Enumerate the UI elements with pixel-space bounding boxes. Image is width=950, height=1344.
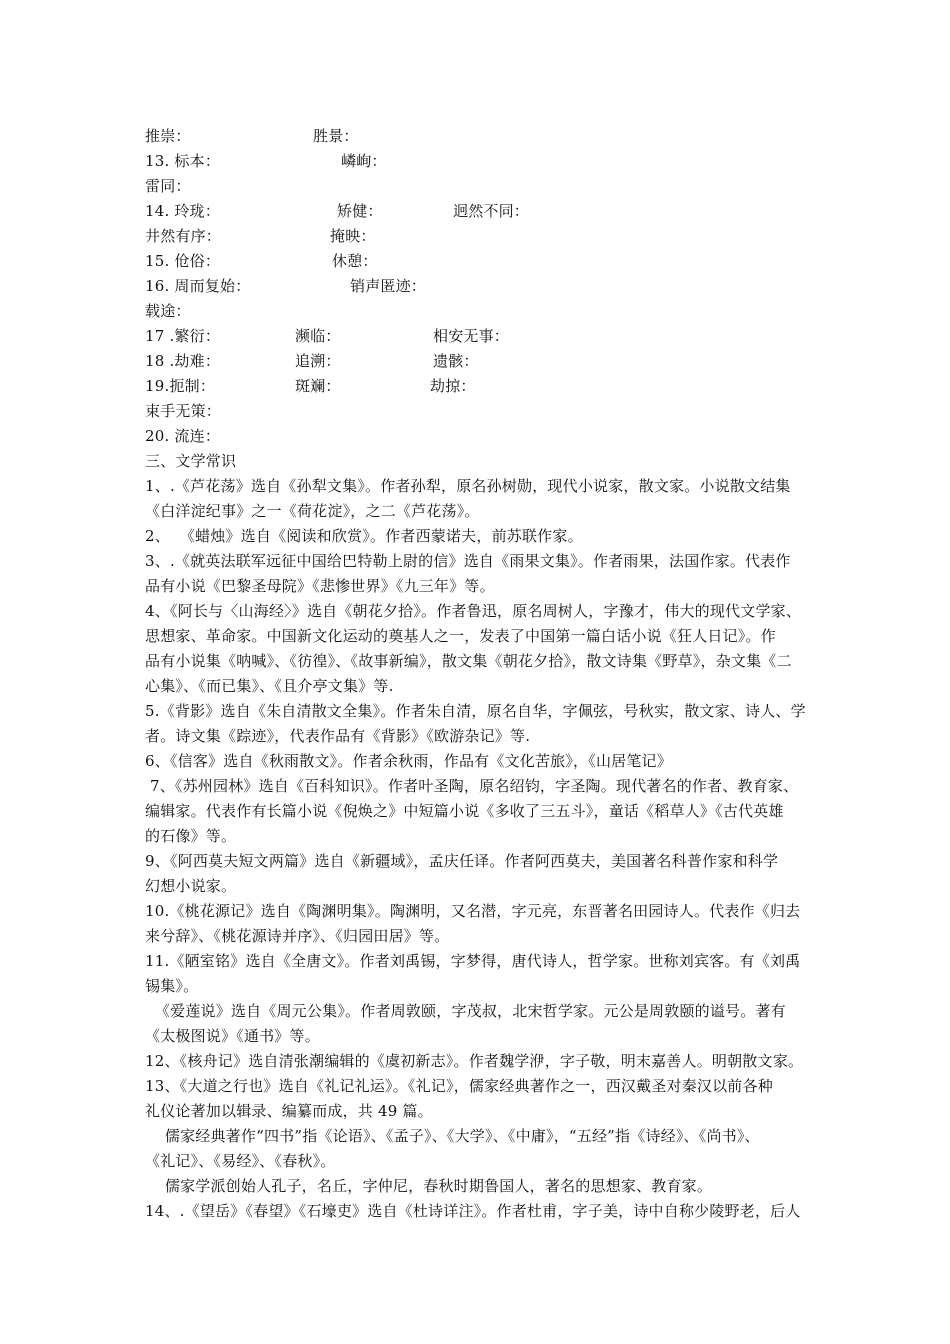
paragraph-line: 锡集》。 [145, 977, 199, 995]
paragraph-line: 5.《背影》选自《朱自清散文全集》。作者朱自清，原名自华，字佩弦，号秋实，散文家、诗人、学 [145, 702, 806, 720]
paragraph-line: 1、.《芦花荡》选自《孙犁文集》。作者孙犁，原名孙树勋，现代小说家，散文家。小说散文结集 [145, 477, 791, 495]
vocab-term: 雷同： [145, 177, 191, 195]
paragraph-line: 者。诗文集《踪迹》，代表作品有《背影》《欧游杂记》等. [145, 727, 531, 745]
vocab-term: 追溯： [295, 352, 341, 370]
paragraph-line: 儒家学派创始人孔子，名丘，字仲尼，春秋时期鲁国人，著名的思想家、教育家。 [145, 1177, 713, 1195]
vocab-term: 20. 流连： [145, 427, 221, 445]
vocab-term: 劫掠： [430, 377, 476, 395]
paragraph-line: 7、《苏州园林》选自《百科知识》。作者叶圣陶，原名绍钧，字圣陶。现代著名的作者、教育家、 [145, 777, 799, 795]
vocab-term: 13. 标本： [145, 152, 221, 170]
vocab-term: 濒临： [295, 327, 341, 345]
paragraph-line: 幻想小说家。 [145, 877, 237, 895]
paragraph-line: 品有小说集《呐喊》、《彷徨》、《故事新编》，散文集《朝花夕拾》，散文诗集《野草》，杂文集《二 [145, 652, 792, 670]
paragraph-line: 2、 《蜡烛》选自《阅读和欣赏》。作者西蒙诺夫，前苏联作家。 [145, 527, 583, 545]
paragraph-line: 13、《大道之行也》选自《礼记礼运》。《礼记》，儒家经典著作之一，西汉戴圣对秦汉以前各种 [145, 1077, 773, 1095]
vocab-term: 迥然不同： [453, 202, 530, 220]
paragraph-line: 6、《信客》选自《秋雨散文》。作者余秋雨，作品有《文化苦旅》，《山居笔记》 [145, 752, 672, 770]
paragraph-line: 品有小说《巴黎圣母院》《悲惨世界》《九三年》等。 [145, 577, 495, 595]
vocab-term: 19.扼制： [145, 377, 216, 395]
vocab-term: 矫健： [337, 202, 383, 220]
vocab-term: 销声匿迹： [350, 277, 427, 295]
vocab-term: 17 .繁衍： [145, 327, 221, 345]
vocab-term: 18 .劫难： [145, 352, 221, 370]
paragraph-line: 编辑家。代表作有长篇小说《倪焕之》中短篇小说《多收了三五斗》，童话《稻草人》《古代英雄 [145, 802, 784, 820]
paragraph-line: 《太极图说》《通书》等。 [145, 1027, 320, 1045]
paragraph-line: 12、《核舟记》选自清张潮编辑的《虞初新志》。作者魏学洢，字子敬，明末嘉善人。明朝散文家。 [145, 1052, 804, 1070]
vocab-term: 14. 玲珑： [145, 202, 221, 220]
vocab-term: 嶙峋： [341, 152, 387, 170]
vocab-term: 掩映： [330, 227, 376, 245]
paragraph-line: 10.《桃花源记》选自《陶渊明集》。陶渊明，又名潜，字元亮，东晋著名田园诗人。代表作《归去 [145, 902, 801, 920]
paragraph-line: 的石像》等。 [145, 827, 237, 845]
paragraph-line: 11.《陋室铭》选自《全唐文》。作者刘禹锡，字梦得，唐代诗人，哲学家。世称刘宾客。有《刘禹 [145, 952, 801, 970]
vocab-term: 休憩： [332, 252, 378, 270]
vocab-term: 胜景： [313, 127, 359, 145]
vocab-term: 束手无策： [145, 402, 222, 420]
section-heading: 三、文学常识 [145, 452, 237, 470]
paragraph-line: 9、《阿西莫夫短文两篇》选自《新疆域》，孟庆任译。作者阿西莫夫，美国著名科普作家和科学 [145, 852, 779, 870]
paragraph-line: 心集》、《而已集》、《且介亭文集》等. [145, 677, 394, 695]
paragraph-line: 4、《阿长与〈山海经〉》选自《朝花夕拾》。作者鲁迅，原名周树人，字豫才，伟大的现代文学家、 [145, 602, 802, 620]
vocab-term: 16. 周而复始： [145, 277, 251, 295]
paragraph-line: 儒家经典著作“四书”指《论语》、《孟子》、《大学》、《中庸》，“五经”指《诗经》、《尚书》、 [145, 1127, 760, 1145]
vocab-term: 斑斓： [295, 377, 341, 395]
paragraph-line: 来兮辞》、《桃花源诗并序》、《归园田居》等。 [145, 927, 450, 945]
vocab-term: 相安无事： [433, 327, 510, 345]
paragraph-line: 《礼记》、《易经》、《春秋》。 [145, 1152, 336, 1170]
vocab-term: 遗骸： [433, 352, 479, 370]
paragraph-line: 14、.《望岳》《春望》《石壕吏》选自《杜诗详注》。作者杜甫，字子美，诗中自称少陵野老，后人 [145, 1202, 801, 1220]
vocab-term: 15. 伧俗： [145, 252, 221, 270]
paragraph-line: 《爱莲说》选自《周元公集》。作者周敦颐，字茂叔，北宋哲学家。元公是周敦颐的谥号。著有 [145, 1002, 786, 1020]
paragraph-line: 思想家、革命家。中国新文化运动的奠基人之一，发表了中国第一篇白话小说《狂人日记》。作 [145, 627, 776, 645]
paragraph-line: 《白洋淀纪事》之一《荷花淀》，之二《芦花荡》。 [145, 502, 480, 520]
vocab-term: 载途： [145, 302, 191, 320]
paragraph-line: 礼仪论著加以辑录、编纂而成，共 49 篇。 [145, 1102, 433, 1120]
paragraph-line: 3、.《就英法联军远征中国给巴特勒上尉的信》选自《雨果文集》。作者雨果，法国作家。代表作 [145, 552, 791, 570]
vocab-term: 推崇： [145, 127, 191, 145]
vocab-term: 井然有序： [145, 227, 222, 245]
